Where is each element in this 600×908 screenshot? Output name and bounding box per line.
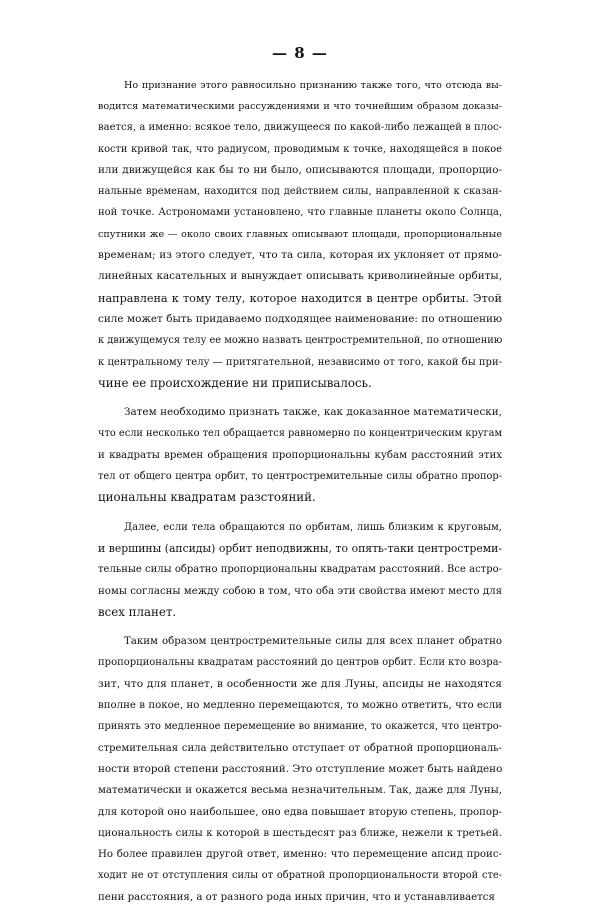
text-line: Затем необходимо признать также, как доказанное математически, <box>124 406 502 419</box>
text-line: и вершины (апсиды) орбит неподвижны, то опять-таки центростреми- <box>98 541 502 555</box>
text-line: тельные силы обратно пропорциональны квадратам расстояний. Все астро- <box>98 564 502 576</box>
text-line: циональны квадратам разстояний. <box>98 490 316 505</box>
text-line: циональность силы к которой в шестьдесят раз ближе, нежели к третьей. <box>98 827 502 839</box>
text-line: зит, что для планет, в особенности же для Луны, апсиды не находятся <box>98 677 502 690</box>
text-line: Таким образом центростремительные силы для всех планет обратно <box>124 636 502 648</box>
text-line: нальные временам, находится под действием силы, направленной к сказан- <box>98 186 502 198</box>
text-line: стремительная сила действительно отступает от обратной пропорциональ- <box>98 742 502 754</box>
paragraph-gap <box>98 623 502 631</box>
text-line: номы согласны между собою в том, что оба эти свойства имеют место для <box>98 585 502 597</box>
paragraph-gap <box>98 509 502 517</box>
text-line: ной точке. Астрономами установлено, что главные планеты около Солнца, <box>98 207 502 219</box>
text-line: или движущейся как бы то ни было, описываются площади, пропорцио- <box>98 163 502 176</box>
paragraph-3 <box>98 517 502 623</box>
page-number: — 8 — <box>272 44 328 62</box>
text-line: пропорциональны квадратам расстояний до центров орбит. Если кто возра- <box>98 657 502 669</box>
text-line: ности второй степени расстояний. Это отступление может быть найдено <box>98 762 502 775</box>
text-line: и квадраты времен обращения пропорциональны кубам расстояний этих <box>98 449 502 461</box>
text-line: ходит не от отступления силы от обратной пропорциональности второй сте- <box>98 870 502 882</box>
paragraph-1 <box>98 76 502 394</box>
text-line: вается, а именно: всякое тело, движущееся по какой-либо лежащей в плос- <box>98 122 502 134</box>
text-line: Далее, если тела обращаются по орбитам, лишь близким к круговым, <box>124 521 502 533</box>
text-line: Но признание этого равносильно признанию также того, что отсюда вы- <box>124 80 502 91</box>
text-line: к движущемуся телу ее можно назвать центростремительной, по отношению <box>98 335 502 347</box>
text-line: Но более правилен другой ответ, именно: что перемещение апсид проис- <box>98 849 502 861</box>
text-line: тел от общего центра орбит, то центростремительные силы обратно пропор- <box>98 471 502 483</box>
text-line: силе может быть придаваемо подходящее наименование: по отношению <box>98 312 502 325</box>
text-line: спутники же — около своих главных описывают площади, пропорциональные <box>98 228 502 240</box>
text-line: вполне в покое, но медленно перемещаются, то можно ответить, что если <box>98 700 502 712</box>
text-line: принять это медленное перемещение во внимание, то окажется, что центро- <box>98 721 502 733</box>
paragraph-4 <box>98 631 502 908</box>
paragraph-2 <box>98 402 502 508</box>
paragraph-gap <box>98 394 502 402</box>
text-line: всех планет. <box>98 604 177 619</box>
text-line: для которой оно наибольшее, оно едва повышает вторую степень, пропор- <box>98 806 502 818</box>
text-line: кости кривой так, что радиусом, проводимым к точке, находящейся в покое <box>98 143 502 155</box>
text-line: линейных касательных и вынуждает описывать криволинейные орбиты, <box>98 270 502 283</box>
text-line: пени расстояния, а от разного рода иных причин, что и устанавливается <box>98 891 495 903</box>
text-line: чине ее происхождение ни приписывалось. <box>98 375 372 390</box>
text-line: к центральному телу — притягательной, независимо от того, какой бы при- <box>98 356 502 368</box>
text-line: временам; из этого следует, что та сила, которая их уклоняет от прямо- <box>98 249 502 262</box>
text-line: математически и окажется весьма незначительным. Так, даже для Луны, <box>98 785 502 797</box>
text-line: что если несколько тел обращается равномерно по концентрическим кругам <box>98 428 502 440</box>
text-line: направлена к тому телу, которое находится в центре орбиты. Этой <box>98 291 502 305</box>
text-line: водится математическими рассуждениями и что точнейшим образом доказы- <box>98 101 502 112</box>
body-text <box>98 76 502 908</box>
